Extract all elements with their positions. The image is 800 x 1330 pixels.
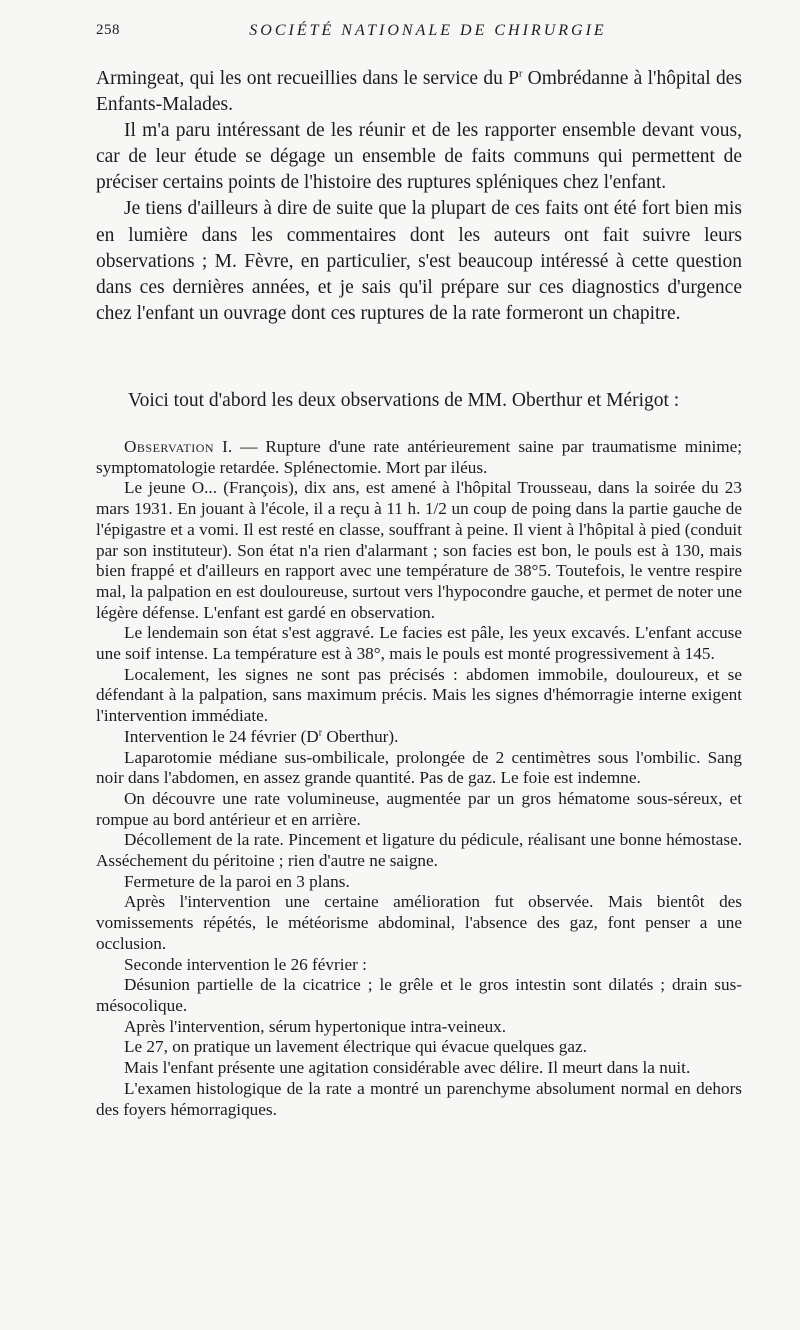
paragraph: Après l'intervention une certaine amélioration fut observée. Mais bientôt des vomissements répétés, le météorisme abdominal, l'absence des gaz, font penser a une occlusion.: [96, 892, 742, 953]
paragraph: Décollement de la rate. Pincement et ligature du pédicule, réalisant une bonne hémostase. Asséchement du péritoine ; rien d'autre ne saigne.: [96, 830, 742, 871]
paragraph: Après l'intervention, sérum hypertonique intra-veineux.: [124, 1016, 507, 1036]
observation-heading: Observation I. — Rupture d'une rate antérieurement saine par traumatisme minime; symptomatologie retardée. Splénectomie. Mort par iléus.: [96, 437, 742, 477]
paragraph: L'examen histologique de la rate a montré un parenchyme absolument normal en dehors des foyers hémorragiques.: [96, 1078, 742, 1119]
intro-text: [96, 66, 742, 327]
paragraph: Intervention le 24 février ($D^r$ Oberthur).: [124, 726, 399, 746]
journal-title: SOCIÉTÉ NATIONALE DE CHIRURGIE: [249, 22, 607, 39]
paragraph: Je tiens d'ailleurs à dire de suite que la plupart de ces faits ont été fort bien mis en lumière dans les commentaires dont les auteurs ont fait suivre leurs observations ; M. Fèvre, en particulier, s'est beaucoup intéressé à cette question dans ces dernières années, et je sais qu'il prépare sur ces diagnostics d'urgence chez l'enfant un ouvrage dont ces ruptures de la rate formeront un chapitre.: [96, 198, 742, 324]
paragraph: Seconde intervention le 26 février :: [124, 954, 367, 974]
paragraph: Localement, les signes ne sont pas précisés : abdomen immobile, douloureux, et se défendant à la palpation, sans maximum précis. Mais les signes d'hémorragie interne exigent l'intervention immédiate.: [96, 664, 742, 726]
paragraph: Désunion partielle de la cicatrice ; le grêle et le gros intestin sont dilatés ; drain sus-mésocolique.: [96, 975, 742, 1015]
paragraph: Laparotomie médiane sus-ombilicale, prolongée de 2 centimètres sous l'ombilic. Sang noir dans l'abdomen, en assez grande quantité. Pas de gaz. Le foie est indemne.: [96, 747, 742, 788]
paragraph: Le lendemain son état s'est aggravé. Le facies est pâle, les yeux excavés. L'enfant accuse une soif intense. La température est à 38°, mais le pouls est monté progressivement à 145.: [96, 623, 742, 664]
paragraph: Mais l'enfant présente une agitation considérable avec délire. Il meurt dans la nuit.: [124, 1058, 691, 1078]
observation-block: [96, 437, 742, 1120]
paragraph: Le 27, on pratique un lavement électrique qui évacue quelques gaz.: [124, 1037, 587, 1057]
paragraph: Fermeture de la paroi en 3 plans.: [124, 871, 350, 891]
paragraph: Il m'a paru intéressant de les réunir et de les rapporter ensemble devant vous, car de leur étude se dégage un ensemble de faits communs qui permettent de préciser certains points de l'histoire des ruptures spléniques chez l'enfant.: [96, 120, 742, 194]
paragraph: Le jeune O... (François), dix ans, est amené à l'hôpital Trousseau, dans la soirée du 23 mars 1931. En jouant à l'école, il a reçu à 11 h. 1/2 un coup de poing dans la partie gauche de l'épigastre et a vomi. Il est resté en classe, souffrant à peine. Il vient à l'hôpital à pied (conduit par son instituteur). Son état n'a rien d'alarmant ; son facies est bon, le pouls est à 130, mais bien frappé et d'ailleurs en rapport avec une température de 38°5. Toutefois, le ventre respire mal, la palpation en est douloureuse, surtout vers l'hypocondre gauche, et permet de noter une légère défense. L'enfant est gardé en observation.: [96, 478, 742, 622]
observations-lead: Voici tout d'abord les deux observations de MM. Oberthur et Mérigot :: [128, 390, 680, 411]
paragraph: Armingeat, qui les ont recueillies dans le service du $P^r$ Ombrédanne à l'hôpital des Enfants-Malades.: [96, 68, 743, 116]
observation-label: Observation: [124, 437, 215, 456]
running-head: [96, 22, 740, 44]
page-number: 258: [96, 22, 120, 38]
paragraph: On découvre une rate volumineuse, augmentée par un gros hématome sous-séreux, et rompue au bord antérieur et en arrière.: [96, 788, 742, 829]
